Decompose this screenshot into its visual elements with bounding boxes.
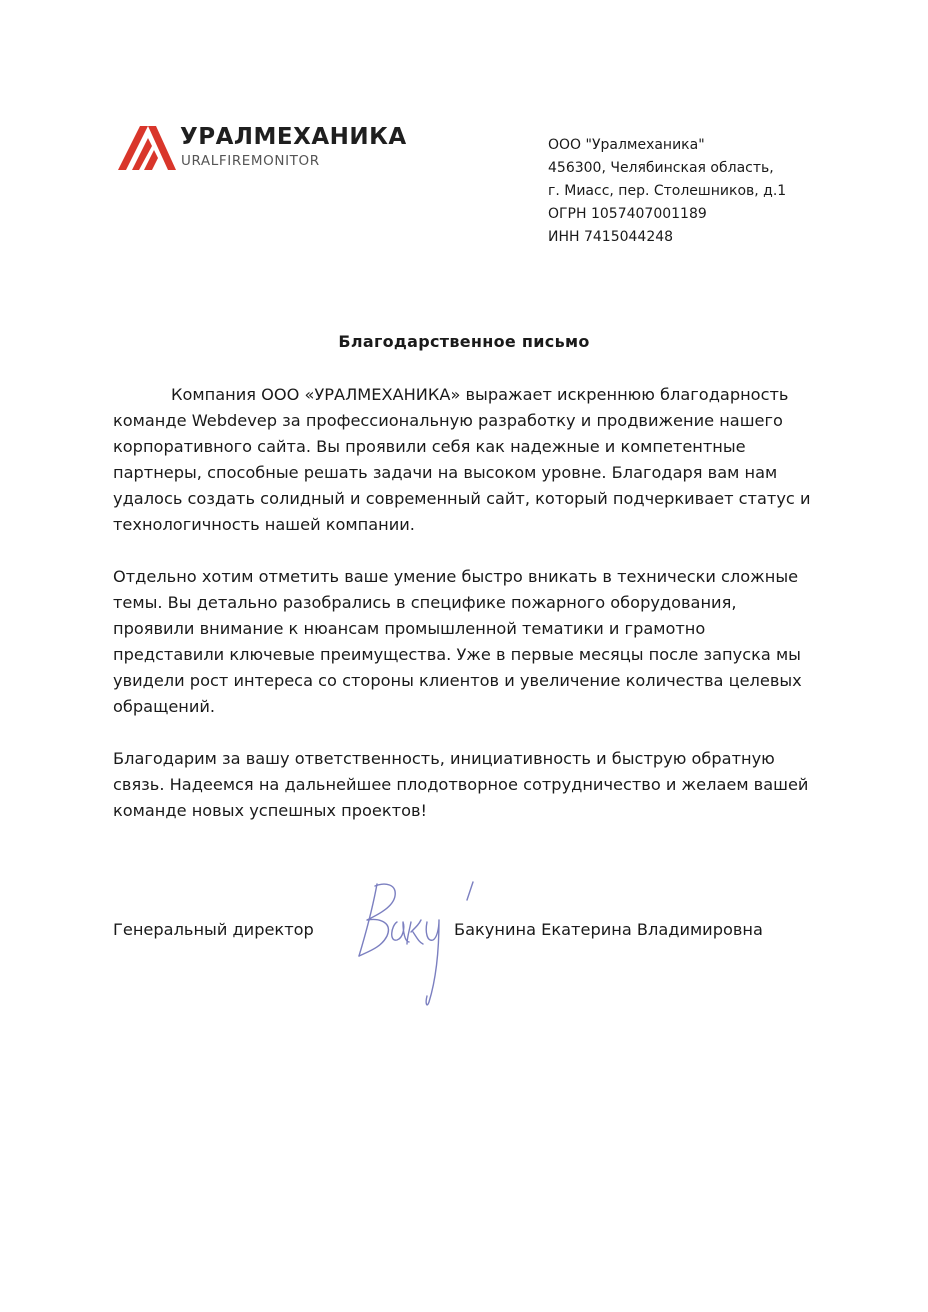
company-logo — [118, 122, 418, 174]
requisites-line-address: 456300, Челябинская область, — [548, 160, 774, 176]
logo-name: УРАЛМЕХАНИКА — [180, 124, 407, 150]
logo-subtitle: URALFIREMONITOR — [181, 153, 320, 169]
letter-body — [113, 382, 813, 850]
signatory-name: Бакунина Екатерина Владимировна — [454, 920, 763, 939]
signatory-position: Генеральный директор — [113, 920, 314, 939]
requisites-line-street: г. Миасс, пер. Столешников, д.1 — [548, 183, 787, 199]
paragraph-2: Отдельно хотим отметить ваше умение быстро вникать в технически сложные темы. Вы детально разобрались в специфике пожарного оборудования, проявили внимание к нюансам промышленной тематики и грамотно представили ключевые преимущества. Уже в первые месяцы после запуска мы увидели рост интереса со стороны клиентов и увеличение количества целевых обращений. — [113, 567, 802, 716]
letter-title: Благодарственное письмо — [338, 332, 590, 351]
requisites-line-ogrn: ОГРН 1057407001189 — [548, 206, 707, 222]
logo-mark-icon — [118, 126, 176, 170]
paragraph-1: Компания ООО «УРАЛМЕХАНИКА» выражает искреннюю благодарность команде Webdevep за профессиональную разработку и продвижение нашего корпоративного сайта. Вы проявили себя как надежные и компетентные партнеры, способные решать задачи на высоком уровне. Благодаря вам нам удалось создать солидный и современный сайт, который подчеркивает статус и технологичность нашей компании. — [113, 385, 811, 534]
requisites-line-company: ООО "Уралмеханика" — [548, 137, 705, 153]
handwritten-signature — [345, 876, 485, 1016]
requisites-line-inn: ИНН 7415044248 — [548, 229, 674, 245]
paragraph-3: Благодарим за вашу ответственность, инициативность и быструю обратную связь. Надеемся на дальнейшее плодотворное сотрудничество и желаем вашей команде новых успешных проектов! — [113, 749, 809, 820]
company-requisites — [548, 134, 848, 249]
